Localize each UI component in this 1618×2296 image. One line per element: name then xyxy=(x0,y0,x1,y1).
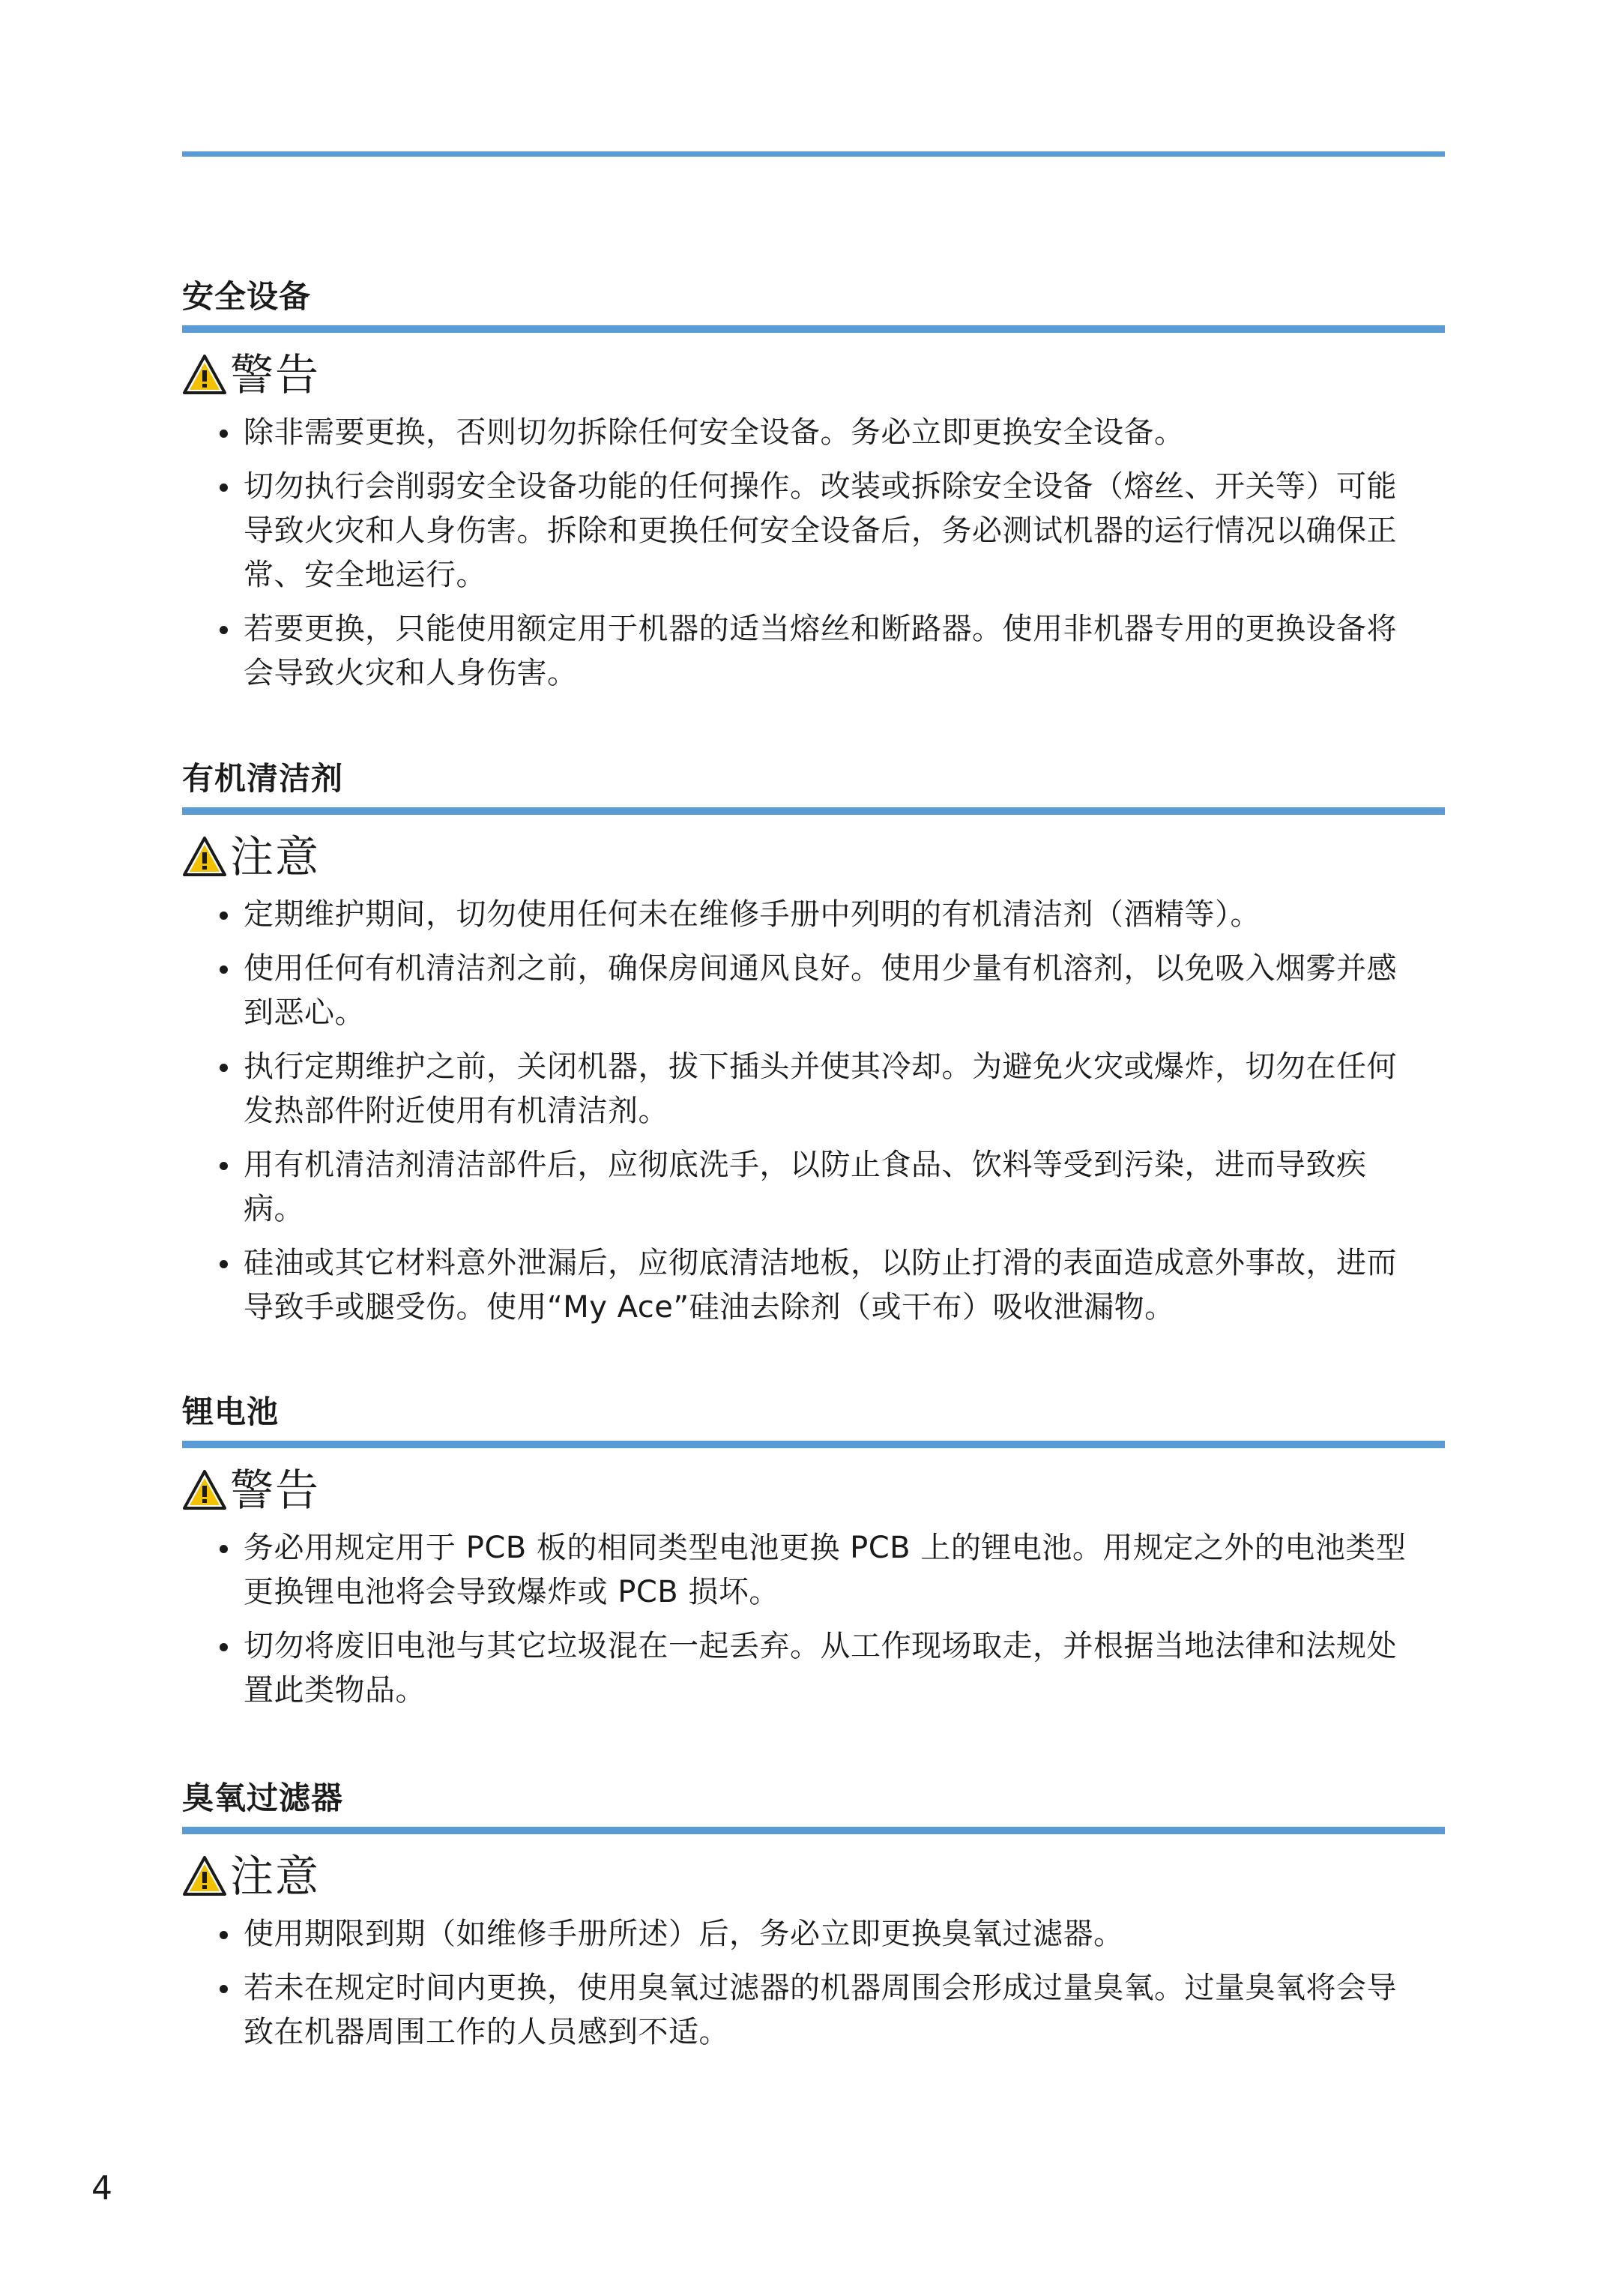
bullet-icon xyxy=(220,1260,228,1268)
warning-triangle-icon xyxy=(182,354,227,396)
section-rule xyxy=(182,1441,1445,1448)
list-item: 切勿将废旧电池与其它垃圾混在一起丢弃。从工作现场取走，并根据当地法律和法规处 置此类物品。 xyxy=(182,1624,1445,1713)
alert-label: 警告 xyxy=(230,1465,321,1516)
list-item: 使用期限到期（如维修手册所述）后，务必立即更换臭氧过滤器。 xyxy=(182,1912,1445,1956)
section-lithium-battery xyxy=(182,1393,1445,1723)
page-number: 4 xyxy=(91,2169,112,2208)
section-title: 安全设备 xyxy=(182,278,312,315)
alert-label: 注意 xyxy=(230,831,321,882)
bullet-icon xyxy=(220,1064,228,1072)
bullet-list xyxy=(182,893,1445,1330)
section-rule xyxy=(182,807,1445,815)
bullet-icon xyxy=(220,430,228,438)
section-safety-devices xyxy=(182,277,1445,705)
warning-triangle-icon xyxy=(182,1855,227,1897)
top-rule xyxy=(182,151,1445,157)
alert-label: 警告 xyxy=(230,349,321,400)
bullet-list xyxy=(182,1526,1445,1713)
bullet-icon xyxy=(220,1643,228,1651)
bullet-icon xyxy=(220,1162,228,1170)
list-item: 切勿执行会削弱安全设备功能的任何操作。改装或拆除安全设备（熔丝、开关等）可能 导致火灾和人身伤害。拆除和更换任何安全设备后，务必测试机器的运行情况以确保正 常、安全地运行。 xyxy=(182,465,1445,597)
alert-heading xyxy=(182,1465,1445,1516)
list-item: 若未在规定时间内更换，使用臭氧过滤器的机器周围会形成过量臭氧。过量臭氧将会导 致在机器周围工作的人员感到不适。 xyxy=(182,1966,1445,2055)
bullet-icon xyxy=(220,965,228,974)
list-item: 除非需要更换，否则切勿拆除任何安全设备。务必立即更换安全设备。 xyxy=(182,411,1445,455)
alert-heading xyxy=(182,349,1445,400)
bullet-icon xyxy=(220,626,228,634)
section-organic-cleaners xyxy=(182,759,1445,1340)
warning-triangle-icon xyxy=(182,1469,227,1511)
section-title: 有机清洁剂 xyxy=(182,760,344,797)
section-title: 臭氧过滤器 xyxy=(182,1780,344,1816)
list-item: 定期维护期间，切勿使用任何未在维修手册中列明的有机清洁剂（酒精等）。 xyxy=(182,893,1445,937)
list-item: 用有机清洁剂清洁部件后，应彻底洗手，以防止食品、饮料等受到污染，进而导致疾 病。 xyxy=(182,1143,1445,1232)
bullet-icon xyxy=(220,483,228,492)
section-title: 锂电池 xyxy=(182,1393,280,1430)
alert-heading xyxy=(182,1851,1445,1902)
list-item: 硅油或其它材料意外泄漏后，应彻底清洁地板，以防止打滑的表面造成意外事故，进而 导致手或腿受伤。使用“My Ace”硅油去除剂（或干布）吸收泄漏物。 xyxy=(182,1241,1445,1330)
bullet-list xyxy=(182,1912,1445,2055)
bullet-icon xyxy=(220,1545,228,1553)
section-rule xyxy=(182,1827,1445,1834)
section-ozone-filter xyxy=(182,1779,1445,2064)
list-item: 务必用规定用于 PCB 板的相同类型电池更换 PCB 上的锂电池。用规定之外的电池类型 更换锂电池将会导致爆炸或 PCB 损坏。 xyxy=(182,1526,1445,1615)
section-rule xyxy=(182,325,1445,333)
list-item: 执行定期维护之前，关闭机器，拔下插头并使其冷却。为避免火灾或爆炸，切勿在任何 发热部件附近使用有机清洁剂。 xyxy=(182,1045,1445,1133)
list-item: 使用任何有机清洁剂之前，确保房间通风良好。使用少量有机溶剂，以免吸入烟雾并感 到恶心。 xyxy=(182,947,1445,1035)
alert-heading xyxy=(182,831,1445,882)
bullet-icon xyxy=(220,1931,228,1939)
bullet-list xyxy=(182,411,1445,696)
warning-triangle-icon xyxy=(182,836,227,878)
bullet-icon xyxy=(220,1985,228,1993)
list-item: 若要更换，只能使用额定用于机器的适当熔丝和断路器。使用非机器专用的更换设备将 会导致火灾和人身伤害。 xyxy=(182,607,1445,696)
bullet-icon xyxy=(220,912,228,920)
alert-label: 注意 xyxy=(230,1851,321,1902)
